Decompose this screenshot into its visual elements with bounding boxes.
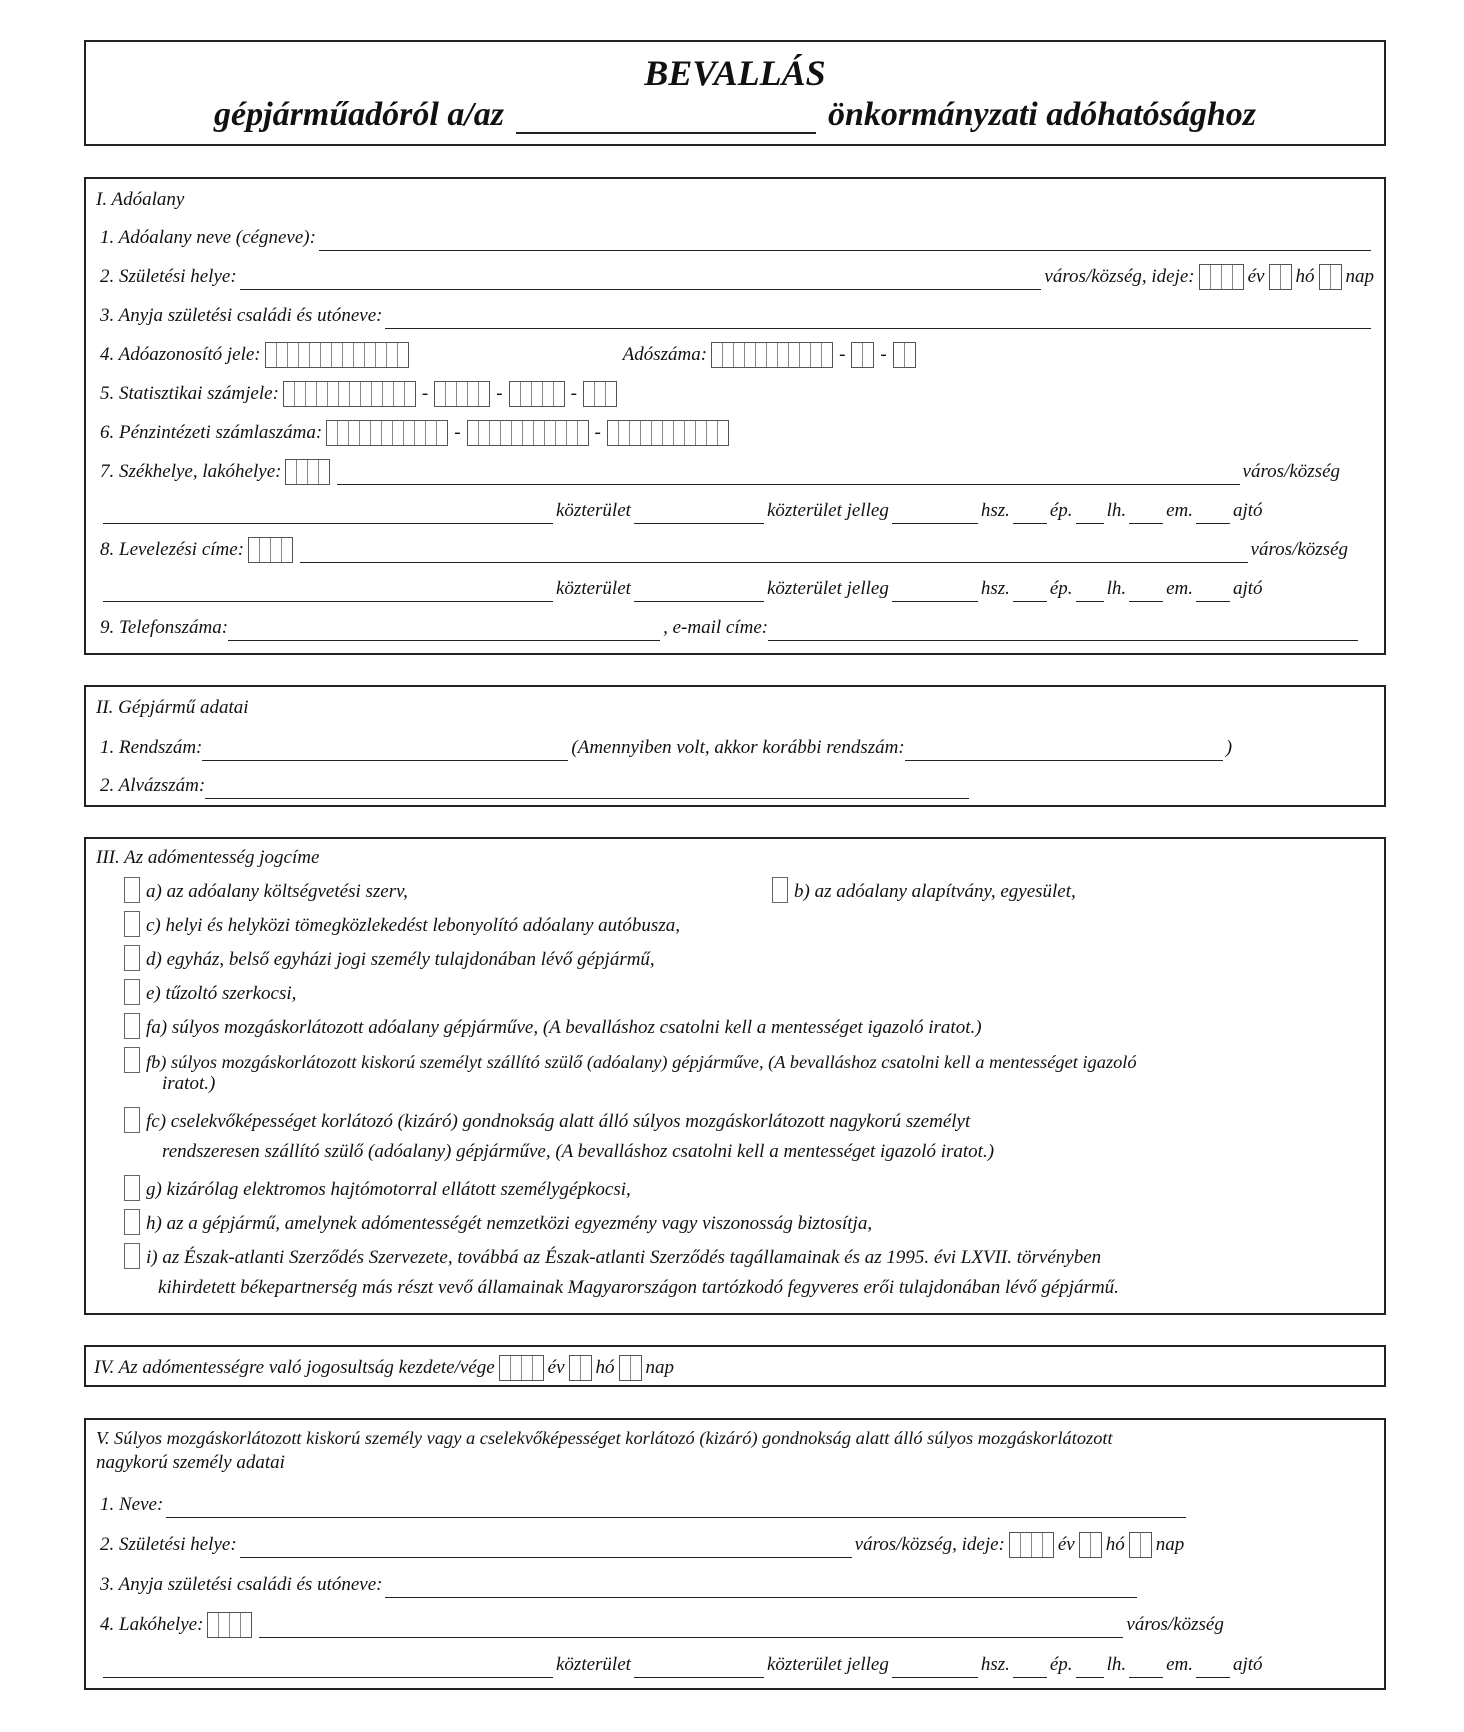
stat-code-field-4[interactable] [583,381,617,407]
authority-name-field[interactable] [516,100,816,134]
previous-plate-field[interactable] [905,740,1223,761]
person-door-field[interactable] [1196,1657,1230,1678]
city-label: város/község [1250,539,1348,560]
seat-house-number-field[interactable] [892,503,978,524]
seat-floor-field[interactable] [1129,503,1163,524]
street-label: közterület [556,1654,631,1675]
day-label: nap [1345,266,1374,287]
entitlement-label: IV. Az adómentességre való jogosultság kezdete/vége [94,1357,495,1378]
staircase-label: lh. [1106,1654,1127,1675]
name-label: 1. Adóalany neve (cégneve): [100,227,316,248]
exemption-h [124,1209,872,1235]
mail-city-field[interactable] [300,542,1248,563]
mail-street-row [100,574,1374,602]
exemption-d [124,945,655,971]
birthplace-field[interactable] [240,269,1042,290]
person-zip-field[interactable] [207,1612,252,1638]
tax-number-main-field[interactable] [711,342,833,368]
staircase-label: lh. [1106,578,1127,599]
mail-address-label: 8. Levelezési címe: [100,539,245,560]
bank-row [100,418,1374,446]
person-street-field[interactable] [103,1657,553,1678]
birth-year-field[interactable] [1199,264,1244,290]
exemption-c-checkbox[interactable] [124,911,140,937]
section-exemption [84,837,1386,1315]
section-title-line1: V. Súlyos mozgáskorlátozott kiskorú személy vagy a cselekvőképességet korlátozó (kizáró) gondnokság alatt álló súlyos mozgáskorlátozott [96,1428,1113,1448]
exemption-fa-checkbox[interactable] [124,1013,140,1039]
house-number-label: hsz. [980,578,1010,599]
mother-row [100,301,1374,329]
section-disabled-person [84,1418,1386,1690]
building-label: ép. [1049,1654,1073,1675]
exemption-i [124,1243,1101,1269]
tax-id-label: 4. Adóazonosító jele: [100,344,261,365]
person-birthplace-label: 2. Születési helye: [100,1534,237,1555]
mail-street-field[interactable] [103,581,553,602]
exemption-g [124,1175,631,1201]
plate-field[interactable] [202,740,568,761]
section-title: I. Adóalany [96,189,185,210]
chassis-row [100,771,1374,799]
exemption-a [124,877,408,903]
person-mother-row [100,1570,1374,1598]
exemption-fa-label: fa) súlyos mozgáskorlátozott adóalany gépjárműve, (A bevalláshoz csatolni kell a mentességet igazoló iratot.) [146,1017,982,1038]
chassis-field[interactable] [205,778,969,799]
email-field[interactable] [768,620,1358,641]
city-label: város/község [1242,461,1340,482]
staircase-label: lh. [1106,500,1127,521]
exemption-fc [124,1107,970,1133]
seat-label: 7. Székhelye, lakóhelye: [100,461,282,482]
mother-name-label: 3. Anyja születési családi és utóneve: [100,305,383,326]
floor-label: em. [1166,1654,1193,1675]
exemption-a-checkbox[interactable] [124,877,140,903]
birth-row [100,262,1374,290]
exemption-fb-label-cont: iratot.) [162,1073,216,1094]
mail-door-field[interactable] [1196,581,1230,602]
month-label: hó [1295,266,1315,287]
seat-row [100,457,1374,485]
dash: - [496,383,503,404]
exemption-fb-continued [162,1073,215,1095]
person-birth-row [100,1530,1374,1558]
year-label: év [1247,266,1265,287]
person-house-number-field[interactable] [892,1657,978,1678]
entitlement-row [94,1353,1374,1381]
month-label: hó [1105,1534,1125,1555]
month-label: hó [595,1357,615,1378]
exemption-d-checkbox[interactable] [124,945,140,971]
exemption-e [124,979,296,1005]
street-type-label: közterület jelleg [766,1654,889,1675]
person-birth-year-field[interactable] [1009,1532,1054,1558]
seat-building-field[interactable] [1013,503,1047,524]
bank-account-field-1[interactable] [326,420,448,446]
dash: - [454,422,461,443]
exemption-i-label-cont: kihirdetett békepartnerség más részt vevő államainak Magyarországon tartózkodó fegyveres erői tulajdonában lévő gépjármű. [158,1277,1119,1298]
previous-plate-close: ) [1225,737,1233,758]
dash: - [570,383,577,404]
exemption-h-checkbox[interactable] [124,1209,140,1235]
seat-zip-field[interactable] [285,459,330,485]
form-title: BEVALLÁS [644,53,826,93]
exemption-i-continued [158,1277,1119,1299]
street-type-label: közterület jelleg [766,578,889,599]
building-label: ép. [1049,500,1073,521]
entitlement-year-field[interactable] [499,1355,544,1381]
section-title: III. Az adómentesség jogcíme [96,847,320,868]
street-label: közterület [556,578,631,599]
exemption-fc-label-cont: rendszeresen szállító szülő (adóalany) gépjárműve, (A bevalláshoz csatolni kell a mentességet igazoló iratot.) [162,1141,995,1162]
mail-floor-field[interactable] [1129,581,1163,602]
tax-id-row [100,340,1374,368]
section-taxpayer [84,177,1386,655]
person-birth-day-field[interactable] [1129,1532,1152,1558]
exemption-e-label: e) tűzoltó szerkocsi, [146,983,297,1004]
plate-label: 1. Rendszám: [100,737,203,758]
plate-row [100,733,1374,761]
birthplace-label: 2. Születési helye: [100,266,237,287]
exemption-fb-checkbox[interactable] [124,1047,140,1073]
seat-city-field[interactable] [337,464,1239,485]
person-city-field[interactable] [259,1617,1123,1638]
mail-street-type-field[interactable] [634,581,764,602]
person-birthdate-label: város/község, ideje: [854,1534,1005,1555]
exemption-b [772,877,1076,903]
stat-code-field-2[interactable] [434,381,490,407]
exemption-i-label: i) az Észak-atlanti Szerződés Szervezete, továbbá az Észak-atlanti Szerződés tagállamainak és az 1995. évi LXVII. törvényben [146,1247,1102,1268]
entitlement-month-field[interactable] [569,1355,592,1381]
subtitle-left: gépjárműadóról a/az [214,96,505,133]
dash: - [839,344,846,365]
header-box [84,40,1386,146]
exemption-e-checkbox[interactable] [124,979,140,1005]
seat-door-field[interactable] [1196,503,1230,524]
stat-code-field-1[interactable] [283,381,416,407]
birth-day-field[interactable] [1319,264,1342,290]
exemption-d-label: d) egyház, belső egyházi jogi személy tulajdonában lévő gépjármű, [146,949,655,970]
subtitle-right: önkormányzati adóhatósághoz [828,96,1256,133]
exemption-a-label: a) az adóalany költségvetési szerv, [146,881,408,902]
seat-street-type-field[interactable] [634,503,764,524]
person-floor-field[interactable] [1129,1657,1163,1678]
exemption-fc-checkbox[interactable] [124,1107,140,1133]
street-type-label: közterület jelleg [766,500,889,521]
exemption-g-label: g) kizárólag elektromos hajtómotorral ellátott személygépkocsi, [146,1179,631,1200]
mother-name-field[interactable] [385,308,1371,329]
exemption-fa [124,1013,982,1039]
entitlement-day-field[interactable] [619,1355,642,1381]
person-name-row [100,1490,1374,1518]
house-number-label: hsz. [980,1654,1010,1675]
city-label: város/község [1126,1614,1224,1635]
section-title: II. Gépjármű adatai [96,697,249,718]
birth-month-field[interactable] [1269,264,1292,290]
exemption-c-label: c) helyi és helyközi tömegközlekedést lebonyolító adóalany autóbusza, [146,915,680,936]
stat-code-field-3[interactable] [509,381,565,407]
seat-street-row [100,496,1374,524]
person-building-field[interactable] [1013,1657,1047,1678]
floor-label: em. [1166,500,1193,521]
person-street-row [100,1650,1374,1678]
person-birthplace-field[interactable] [240,1537,852,1558]
chassis-label: 2. Alvázszám: [100,775,206,796]
year-label: év [547,1357,565,1378]
building-label: ép. [1049,578,1073,599]
house-number-label: hsz. [980,500,1010,521]
year-label: év [1057,1534,1075,1555]
mail-staircase-field[interactable] [1076,581,1104,602]
mail-address-row [100,535,1374,563]
tax-number-vat-field[interactable] [851,342,874,368]
stat-row [100,379,1374,407]
section-entitlement [84,1345,1386,1387]
door-label: ajtó [1233,500,1263,521]
seat-street-field[interactable] [103,503,553,524]
exemption-b-label: b) az adóalany alapítvány, egyesület, [794,881,1076,902]
tax-id-field[interactable] [265,342,409,368]
contact-row [100,613,1374,641]
birthdate-label: város/község, ideje: [1044,266,1195,287]
mail-building-field[interactable] [1013,581,1047,602]
bank-account-label: 6. Pénzintézeti számlaszáma: [100,422,323,443]
phone-label: 9. Telefonszáma: [100,617,229,638]
street-label: közterület [556,500,631,521]
section-vehicle [84,685,1386,807]
tax-number-county-field[interactable] [893,342,916,368]
dash: - [594,422,601,443]
door-label: ajtó [1233,1654,1263,1675]
person-mother-field[interactable] [385,1577,1137,1598]
previous-plate-label: (Amennyiben volt, akkor korábbi rendszám: [571,737,905,758]
floor-label: em. [1166,578,1193,599]
person-mother-label: 3. Anyja születési családi és utóneve: [100,1574,383,1595]
bank-account-field-3[interactable] [607,420,729,446]
exemption-h-label: h) az a gépjármű, amelynek adómentességét nemzetközi egyezmény vagy viszonosság biztosítja, [146,1213,873,1234]
exemption-g-checkbox[interactable] [124,1175,140,1201]
door-label: ajtó [1233,578,1263,599]
person-staircase-field[interactable] [1076,1657,1104,1678]
person-birth-month-field[interactable] [1079,1532,1102,1558]
person-name-field[interactable] [166,1497,1186,1518]
person-street-type-field[interactable] [634,1657,764,1678]
exemption-fb [124,1047,1137,1073]
exemption-fc-label: fc) cselekvőképességet korlátozó (kizáró) gondnokság alatt álló súlyos mozgáskorlátozott nagykorú személyt [146,1111,971,1132]
name-field[interactable] [319,230,1371,251]
person-residence-label: 4. Lakóhelye: [100,1614,204,1635]
name-row [100,223,1374,251]
exemption-fb-label: fb) súlyos mozgáskorlátozott kiskorú személyt szállító szülő (adóalany) gépjárműve, (A bevalláshoz csatolni kell a mentességet igazoló [146,1052,1137,1072]
exemption-fc-continued [162,1141,994,1163]
form-subtitle [86,96,1384,134]
tax-number-label: Adószáma: [622,344,708,365]
dash: - [880,344,887,365]
exemption-b-checkbox[interactable] [772,877,788,903]
mail-house-number-field[interactable] [892,581,978,602]
bank-account-field-2[interactable] [467,420,589,446]
seat-staircase-field[interactable] [1076,503,1104,524]
dash: - [421,383,429,404]
day-label: nap [645,1357,675,1378]
mail-zip-field[interactable] [248,537,293,563]
section-title-line2: nagykorú személy adatai [96,1452,285,1473]
email-label: , e-mail címe: [663,617,769,638]
phone-field[interactable] [228,620,660,641]
exemption-i-checkbox[interactable] [124,1243,140,1269]
exemption-c [124,911,680,937]
person-name-label: 1. Neve: [100,1494,164,1515]
day-label: nap [1155,1534,1185,1555]
stat-code-label: 5. Statisztikai számjele: [100,383,279,404]
person-residence-row [100,1610,1374,1638]
